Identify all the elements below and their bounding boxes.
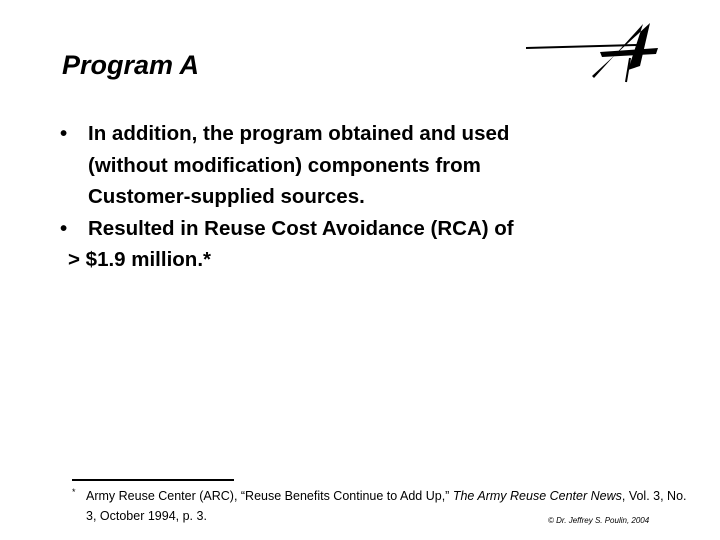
bullet-item-rca	[60, 213, 660, 245]
bullet-line: In addition, the program obtained and used	[88, 122, 510, 145]
bullet-item-reuse-components	[60, 118, 660, 213]
copyright-notice: © Dr. Jeffrey S. Poulin, 2004	[548, 516, 650, 525]
bullet-list	[60, 118, 660, 276]
lockheed-star-logo-icon	[522, 18, 662, 88]
footnote-marker: *	[72, 487, 76, 497]
bullet-line: (without modification) components from	[88, 153, 481, 177]
bullet-marker: •	[60, 216, 68, 240]
bullet-line: Resulted in Reuse Cost Avoidance (RCA) of	[88, 216, 514, 240]
footnote-publication-title: The Army Reuse Center News	[452, 489, 622, 503]
bullet-line: Customer-supplied sources.	[88, 185, 365, 208]
bullet-marker: •	[60, 122, 68, 145]
bullet-continuation-line: > $1.9 million.*	[68, 248, 211, 271]
footnote-citation-source: Army Reuse Center (ARC), “Reuse Benefits Continue to Add Up,”	[86, 489, 453, 503]
slide-title: Program A	[62, 50, 200, 80]
footnote-citation-details: , Vol. 3, No. 3, October 1994, p. 3.	[86, 489, 687, 523]
footnote-divider	[72, 479, 234, 481]
